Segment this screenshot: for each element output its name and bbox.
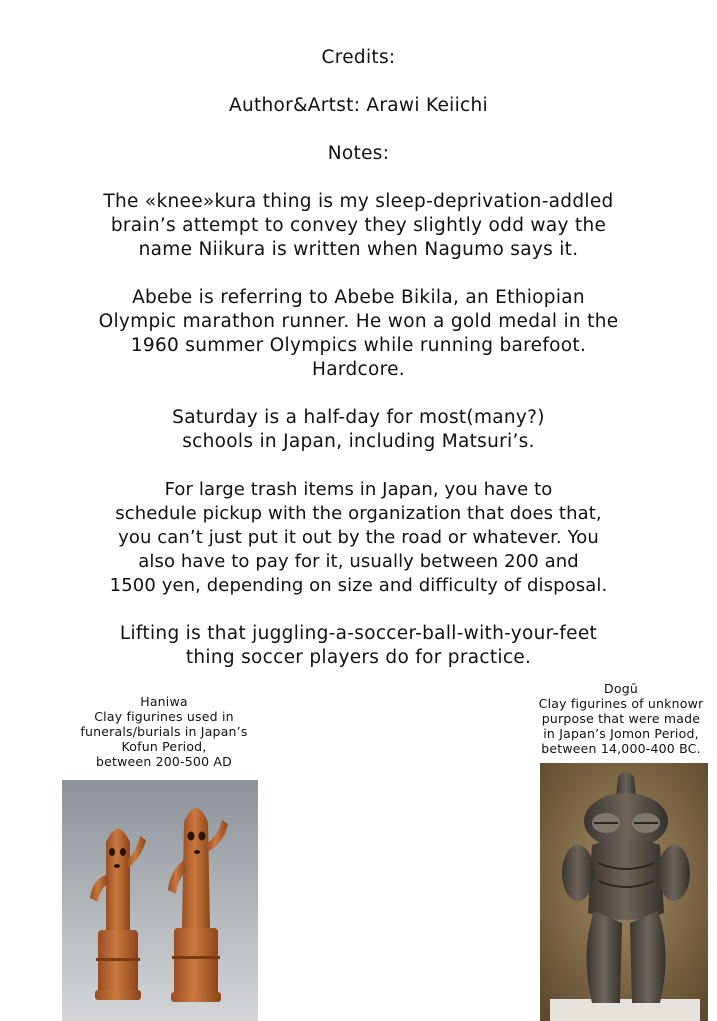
caption-line: funerals/burials in Japan’s [80, 724, 248, 739]
caption-line: Dogū [604, 681, 638, 696]
note-line: Saturday is a half-day for most(many?) [172, 407, 545, 428]
note-line: also have to pay for it, usually between 200 and [138, 551, 579, 572]
note-line: Olympic marathon runner. He won a gold medal in the [98, 311, 619, 332]
caption-line: in Japan’s Jomon Period, [543, 726, 699, 741]
dogu-photo [540, 763, 708, 1021]
caption-line: Clay figurines used in [94, 709, 234, 724]
note-paragraph-knee-kura [20, 190, 697, 262]
caption-line: between 200-500 AD [95, 754, 232, 769]
note-line: name Niikura is written when Nagumo says it. [138, 239, 579, 260]
note-line: schedule pickup with the organization that does that, [115, 503, 602, 524]
caption-line: Haniwa [140, 694, 188, 709]
note-line: thing soccer players do for practice. [185, 647, 532, 668]
note-line: 1500 yen, depending on size and difficulty of disposal. [109, 575, 608, 596]
haniwa-photo [62, 780, 258, 1021]
caption-line: between 14,000-400 BC. [541, 741, 701, 756]
note-paragraph-trash [20, 478, 697, 598]
note-line: you can’t just put it out by the road or whatever. You [118, 527, 599, 548]
caption-line: purpose that were made [541, 711, 701, 726]
notes-heading: Notes: [327, 143, 390, 164]
note-paragraph-lifting [20, 622, 697, 670]
note-paragraph-saturday [20, 406, 697, 454]
note-line: Hardcore. [312, 359, 405, 380]
note-line: Lifting is that juggling-a-soccer-ball-with-your-feet [119, 623, 598, 644]
credits-heading: Credits: [321, 47, 396, 68]
haniwa-caption [50, 694, 278, 769]
author-credit: Author&Artst: Arawi Keiichi [229, 95, 488, 116]
note-line: 1960 summer Olympics while running barefoot. [130, 335, 587, 356]
note-line: brain’s attempt to convey they slightly odd way the [110, 215, 607, 236]
note-line: The «knee»kura thing is my sleep-deprivation-addled [103, 191, 614, 212]
note-line: For large trash items in Japan, you have to [164, 479, 553, 500]
note-paragraph-abebe [20, 286, 697, 382]
dogu-caption [520, 681, 717, 756]
note-line: schools in Japan, including Matsuri’s. [182, 431, 535, 452]
caption-line: Kofun Period, [121, 739, 207, 754]
caption-line: Clay figurines of unknowr [538, 696, 704, 711]
note-line: Abebe is referring to Abebe Bikila, an Ethiopian [132, 287, 585, 308]
